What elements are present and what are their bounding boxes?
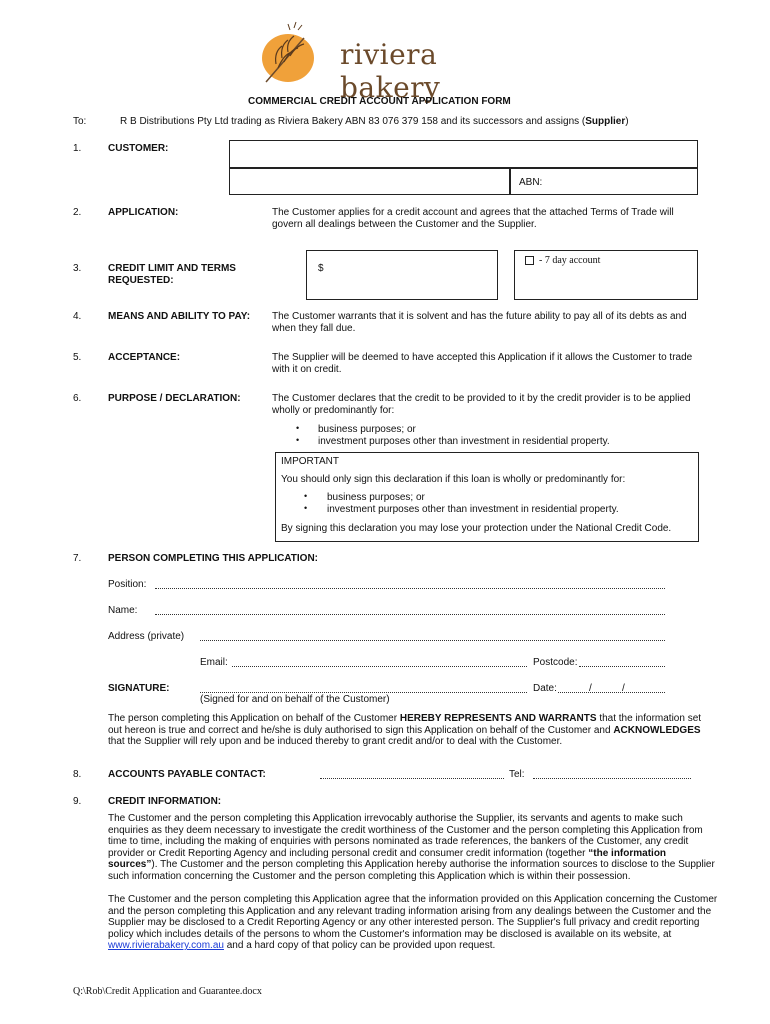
signature-label: SIGNATURE:: [108, 683, 170, 694]
means-label: MEANS AND ABILITY TO PAY:: [108, 311, 251, 322]
important-bullet-2: investment purposes other than investment in residential property.: [327, 504, 619, 515]
credit-info-paragraph-1: [108, 813, 718, 883]
date-field[interactable]: [558, 692, 665, 693]
name-label: Name:: [108, 605, 138, 616]
important-bullet-1: business purposes; or: [327, 492, 425, 503]
name-field[interactable]: [155, 614, 665, 615]
to-label: To:: [73, 116, 87, 127]
date-separator-2: /: [622, 683, 625, 694]
to-text-pre: R B Distributions Pty Ltd trading as Riviera Bakery ABN 83 076 379 158 and its successors and assigns (: [120, 116, 586, 127]
rep-text-2: that the information set out hereon is true and correct and he/she is duly authorised to sign this Application on behalf of the Customer and: [108, 713, 702, 736]
means-text: The Customer warrants that it is solvent and has the future ability to pay all of its debts as and when they fall due.: [272, 311, 687, 334]
email-label: Email:: [200, 657, 228, 668]
section-8-number: 8.: [73, 769, 82, 780]
address-label: Address (private): [108, 631, 185, 642]
bullet-icon: •: [296, 435, 300, 445]
customer-address-field[interactable]: [229, 167, 511, 195]
important-line: You should only sign this declaration if this loan is wholly or predominantly for:: [281, 474, 626, 485]
customer-abn-field[interactable]: [509, 167, 698, 195]
acceptance-text: The Supplier will be deemed to have accepted this Application if it allows the Customer to trade with it on credit.: [272, 352, 693, 375]
application-label: APPLICATION:: [108, 207, 179, 218]
rep-text-3: that the Supplier will rely upon and be induced thereby to grant credit and/or to deal with the Customer.: [108, 736, 563, 748]
tel-label: Tel:: [509, 769, 525, 780]
credit-terms-field: [514, 250, 698, 300]
customer-name-field[interactable]: [229, 140, 698, 169]
rep-text-1: The person completing this Application on behalf of the Customer: [108, 713, 400, 724]
section-6-number: 6.: [73, 393, 82, 404]
postcode-label: Postcode:: [533, 657, 578, 668]
address-field[interactable]: [200, 640, 665, 641]
credit-info-p2-b: and a hard copy of that policy can be provided upon request.: [223, 940, 496, 952]
important-box: [275, 452, 699, 542]
signed-note: (Signed for and on behalf of the Customer): [200, 694, 390, 705]
representation-text: [108, 713, 710, 748]
accounts-label: ACCOUNTS PAYABLE CONTACT:: [108, 769, 266, 780]
form-title: COMMERCIAL CREDIT ACCOUNT APPLICATION FORM: [248, 96, 511, 107]
date-label: Date:: [533, 683, 557, 694]
purpose-text: The Customer declares that the credit to be provided to it by the credit provider is to be applied wholly or predominantly for:: [272, 393, 691, 416]
credit-limit-amount-field[interactable]: [306, 250, 498, 300]
credit-info-p1-a: The Customer and the person completing this Application irrevocably authorise the Supplier, its servants and agents to make such enquiries as they deem necessary to investigate the credit worthiness of the Customer and the person completing this Application from time to time, including the making of enquiries with persons nominated as trade references, the bankers of the Customer, any credit provider or Credit Reporting Agency and including personal credit and consumer credit information (together: [108, 813, 703, 859]
important-heading: IMPORTANT: [281, 456, 339, 467]
section-9-number: 9.: [73, 796, 82, 807]
to-text: [120, 116, 629, 127]
brand-name: riviera bakery: [340, 38, 441, 104]
signature-field[interactable]: [200, 692, 527, 693]
information-sources-term: “the information sources”: [108, 847, 667, 871]
credit-info-label: CREDIT INFORMATION:: [108, 796, 222, 807]
section-3-number: 3.: [73, 263, 82, 274]
section-1-number: 1.: [73, 143, 82, 154]
person-label: PERSON COMPLETING THIS APPLICATION:: [108, 553, 319, 564]
purpose-bullet-1: business purposes; or: [318, 424, 416, 435]
wheat-logo-icon: [258, 18, 338, 88]
rep-bold-2: ACKNOWLEDGES: [613, 724, 701, 736]
bullet-icon: •: [304, 503, 308, 513]
to-text-post: ): [625, 116, 629, 127]
application-text: The Customer applies for a credit account and agrees that the attached Terms of Trade will govern all dealings between the Customer and the Supplier.: [272, 207, 674, 230]
accounts-contact-field[interactable]: [320, 778, 504, 779]
section-5-number: 5.: [73, 352, 82, 363]
seven-day-option: - 7 day account: [539, 255, 601, 266]
postcode-field[interactable]: [579, 666, 665, 667]
bullet-icon: •: [296, 423, 300, 433]
credit-limit-label-line1: CREDIT LIMIT AND TERMS: [108, 263, 236, 274]
acceptance-label: ACCEPTANCE:: [108, 352, 181, 363]
seven-day-checkbox[interactable]: [525, 256, 534, 265]
section-2-number: 2.: [73, 207, 82, 218]
date-separator-1: /: [589, 683, 592, 694]
tel-field[interactable]: [533, 778, 691, 779]
credit-info-p1-b: ). The Customer and the person completing this Application hereby authorise the information sources to disclose to the Supplier such information concerning the Customer and the person completing this Application which is within their possession.: [108, 859, 715, 882]
position-field[interactable]: [155, 588, 665, 589]
email-field[interactable]: [232, 666, 527, 667]
abn-label: ABN:: [519, 177, 543, 188]
section-4-number: 4.: [73, 311, 82, 322]
bullet-icon: •: [304, 491, 308, 501]
credit-info-p2-a: The Customer and the person completing this Application agree that the information provided on this Application concerning the Customer and the person completing this Application and any relevant trading information arising from any dealings between the Customer and the Supplier may be disclosed to a Credit Reporting Agency or any other interested person. The Supplier's full privacy and credit reporting policy which includes details of the persons to whom the Customer's information may be disclosed is available on its website, at: [108, 894, 718, 940]
supplier-term: Supplier: [585, 116, 626, 127]
website-link[interactable]: www.rivierabakery.com.au: [108, 940, 224, 952]
customer-label: CUSTOMER:: [108, 143, 169, 154]
position-label: Position:: [108, 579, 147, 590]
section-7-number: 7.: [73, 553, 82, 564]
file-path-footer: Q:\Rob\Credit Application and Guarantee.docx: [73, 986, 262, 997]
credit-info-paragraph-2: [108, 894, 718, 952]
important-footer: By signing this declaration you may lose your protection under the National Credit Code.: [281, 523, 672, 534]
purpose-label: PURPOSE / DECLARATION:: [108, 393, 241, 404]
purpose-bullet-2: investment purposes other than investment in residential property.: [318, 436, 610, 447]
credit-limit-label-line2: REQUESTED:: [108, 275, 174, 286]
rep-bold-1: HEREBY REPRESENTS AND WARRANTS: [399, 713, 597, 724]
currency-symbol: $: [318, 263, 324, 274]
